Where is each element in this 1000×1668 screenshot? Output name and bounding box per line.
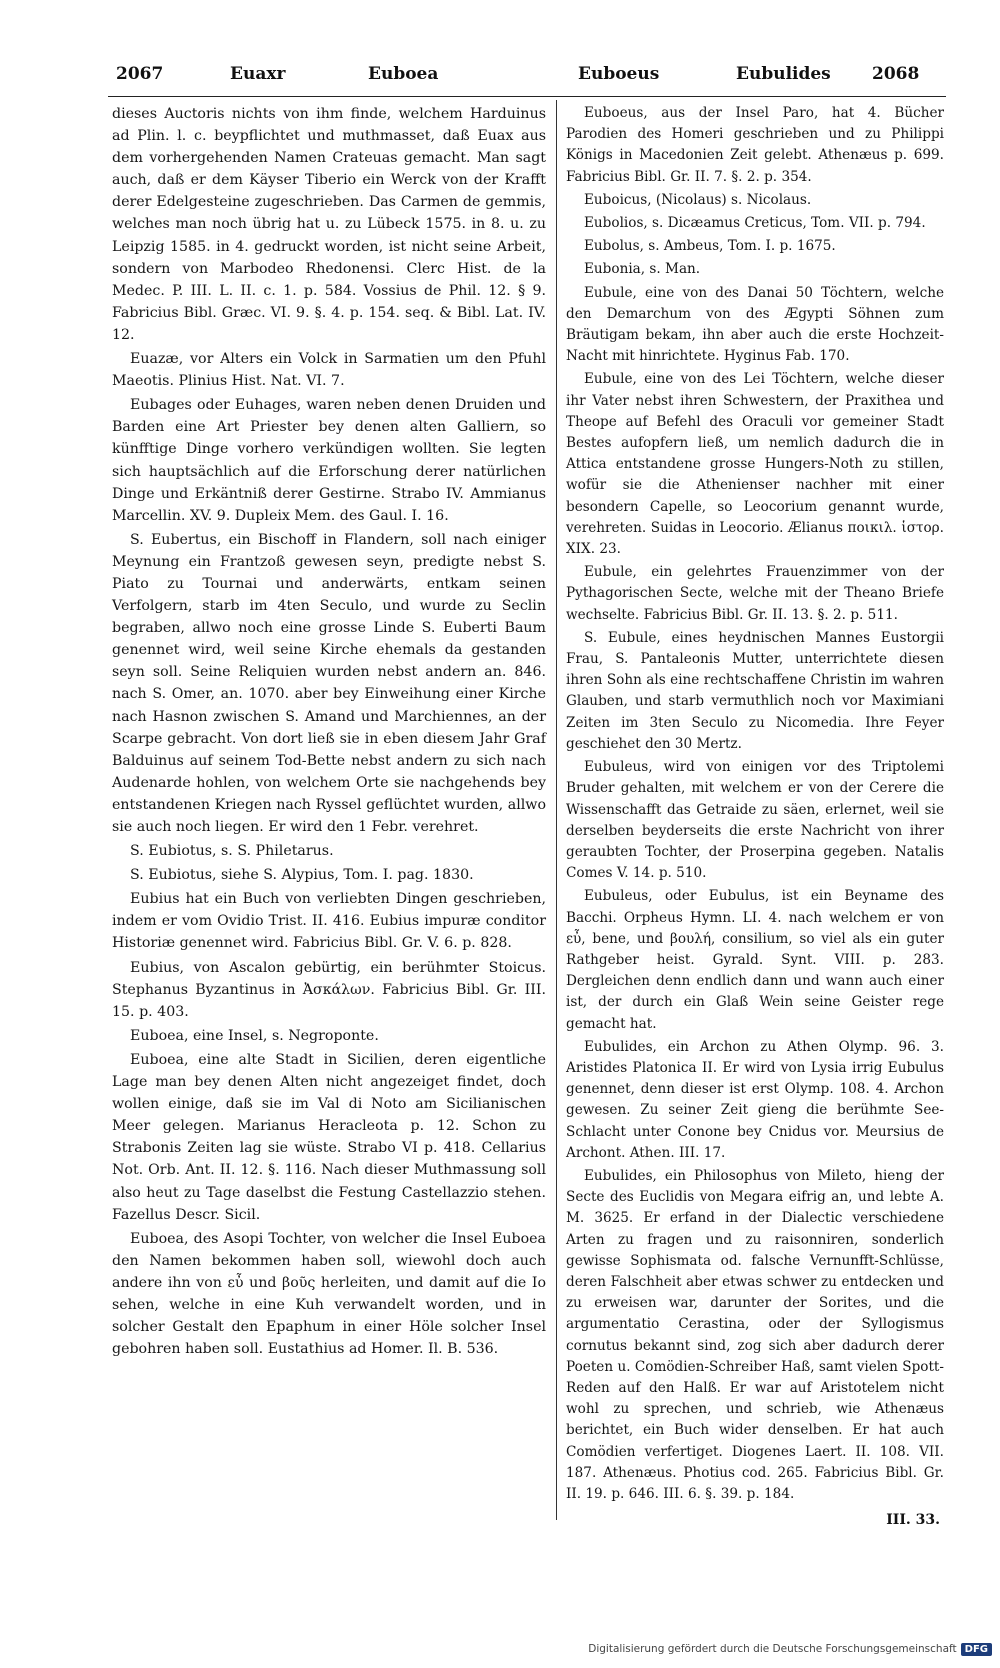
entry: Eubule, ein gelehrtes Frauenzimmer von der Pythagorischen Secte, welche mit der Theano Briefe wechselte. Fabricius Bibl. Gr. II. 13. §. 2. p. 511. — [566, 564, 944, 623]
entry: Eubule, eine von des Danai 50 Töchtern, welche den Demarchum von des Ægypti Söhnen zum Bräutigam bekam, ihn aber auch die erste Hochzeit-Nacht mit hinrichtete. Hyginus Fab. 170. — [566, 284, 944, 365]
entry: Eubius hat ein Buch von verliebten Dingen geschrieben, indem er vom Ovidio Trist. II. 416. Eubius impuræ conditor Historiæ genennet wird. Fabricius Bibl. Gr. V. 6. p. 828. — [112, 891, 546, 952]
entry: S. Eubertus, ein Bischoff in Flandern, soll nach einiger Meynung ein Frantzoß gewesen seyn, predigte nebst S. Piato zu Tournai und anderwärts, entkam seinen Verfolgern, starb im 4ten Seculo, und wurde zu Seclin begraben, allwo noch eine grosse Linde S. Euberti Baum genennet wird, weil seine Kirche ehemals da gestanden seyn soll. Seine Reliquien wurden nebst andern an. 846. nach S. Omer, an. 1070. aber bey Einweihung einer Kirche nach Hasnon zwischen S. Amand und Marchiennes, an der Scarpe gebracht. Von dort ließ sie in eben diesem Jahr Graf Balduinus auf seinem Tod-Bette nebst andern zu sich nach Audenarde hohlen, von welchem Orte sie nachgehends bey entstandenen Kriegen nach Ryssel geflüchtet wurden, allwo sie auch noch liegen. Er wird den 1 Febr. verehret. — [112, 531, 546, 835]
entry: S. Eubiotus, siehe S. Alypius, Tom. I. pag. 1830. — [130, 867, 474, 884]
footer-text: Digitalisierung gefördert durch die Deutsche Forschungsgemeinschaft — [588, 1643, 957, 1655]
entry: Eubonia, s. Man. — [584, 261, 701, 278]
header-word-right: Eubulides — [736, 64, 831, 84]
column-divider — [556, 100, 557, 1520]
running-header — [112, 60, 942, 90]
header-word-center-left: Euboea — [368, 64, 439, 84]
entry: Eubolios, s. Dicæamus Creticus, Tom. VII. p. 794. — [584, 215, 926, 232]
entry: Eubuleus, oder Eubulus, ist ein Beyname des Bacchi. Orpheus Hymn. LI. 4. nach welchem er von εὖ, bene, und βουλή, consilium, so viel als ein guter Rathgeber heist. Gyrald. Synt. VIII. p. 283. Dergleichen denn endlich dann und wann auch einer ist, der durch ein Glaß Wein seine Geister rege gemacht hat. — [566, 888, 944, 1032]
header-word-center-right: Euboeus — [578, 64, 660, 84]
entry: Euboeus, aus der Insel Paro, hat 4. Bücher Parodien des Homeri geschrieben und zu Philippi Königs in Macedonien Zeit gelebt. Athenæus p. 699. Fabricius Bibl. Gr. II. 7. §. 2. p. 354. — [566, 105, 944, 185]
entry: Eubages oder Euhages, waren neben denen Druiden und Barden eine Art Priester bey denen alten Galliern, so künfftige Dinge vorhero verkündigen wollten. Sie legten sich hauptsächlich auf die Erforschung derer natürlichen Dinge und Erkäntniß derer Gestirne. Strabo IV. Ammianus Marcellin. XV. 9. Dupleix Mem. des Gaul. I. 16. — [112, 397, 546, 524]
right-column — [566, 103, 944, 1507]
entry: Eubule, eine von des Lei Töchtern, welche dieser ihr Vater nebst ihren Schwestern, der Praxithea und Theope auf Befehl des Oraculi vor gemeiner Stadt Bestes aufopfern ließ, um nemlich dadurch die in Attica entstandene grosse Hungers-Noth zu stillen, wofür sie die Athenienser nachher mit einer besondern Capelle, so Leocorium genannt wurde, verehreten. Suidas in Leocorio. Ælianus ποικιλ. ἱστορ. XIX. 23. — [566, 371, 944, 558]
footer — [588, 1640, 992, 1658]
signature-mark: III. 33. — [886, 1512, 940, 1528]
entry: Eubolus, s. Ambeus, Tom. I. p. 1675. — [584, 238, 836, 255]
entry: dieses Auctoris nichts von ihm finde, welchem Harduinus ad Plin. l. c. beypflichtet und muthmasset, daß Euax aus dem vorhergehenden Namen Crateuas gemacht. Man sagt auch, daß er dem Käyser Tiberio ein Werck von der Krafft derer Edelgesteine zugeschrieben. Das Carmen de gemmis, welches man noch übrig hat u. zu Lübeck 1575. in 8. u. zu Leipzig 1585. in 4. gedruckt worden, ist nicht seine Arbeit, sondern von Marbodeo Rhedonensi. Clerc Hist. de la Medec. P. III. L. II. c. 1. p. 584. Vossius de Phil. 12. § 9. Fabricius Bibl. Græc. VI. 9. §. 4. p. 154. seq. & Bibl. Lat. IV. 12. — [112, 106, 546, 343]
entry: S. Eubiotus, s. S. Philetarus. — [130, 843, 334, 860]
left-column — [112, 103, 546, 1362]
dfg-logo: DFG — [961, 1643, 992, 1656]
entry: Euboicus, (Nicolaus) s. Nicolaus. — [584, 191, 812, 208]
entry: Eubuleus, wird von einigen vor des Triptolemi Bruder gehalten, mit welchem er von der Cerere die Wissenschafft das Getraide zu säen, erlernet, weil sie derselben beyderseits die erste Nachricht von ihrer geraubten Tochter, der Proserpina gegeben. Natalis Comes V. 14. p. 510. — [566, 759, 944, 882]
entry: Eubulides, ein Philosophus von Mileto, hieng der Secte des Euclidis von Megara eifrig an, und lebte A. M. 3625. Er erfand in der Dialectic verschiedene Arten zu fragen und zu raisonniren, sonderlich gewisse Sophismata od. falsche Vernunfft-Schlüsse, deren Falschheit aber etwas schwer zu entdecken und zu erweisen war, darunter der Sorites, und die argumentatio Cerastina, oder der Syllogismus cornutus bekannt sind, zog sich aber dadurch derer Poeten u. Comödien-Schreiber Haß, samt vielen Spott-Reden auf den Halß. Er war auf Aristotelem nicht wohl zu sprechen, und schrieb, wie Athenæus berichtet, ein Buch wider denselben. Er hat auch Comödien verfertiget. Diogenes Laert. II. 108. VII. 187. Athenæus. Photius cod. 265. Fabricius Bibl. Gr. II. 19. p. 646. III. 6. §. 39. p. 184. — [566, 1167, 944, 1502]
page-number-right: 2068 — [872, 64, 920, 84]
page-number-left: 2067 — [116, 64, 164, 84]
entry: Eubius, von Ascalon gebürtig, ein berühmter Stoicus. Stephanus Byzantinus in Ἀσκάλων. Fabricius Bibl. Gr. III. 15. p. 403. — [112, 959, 546, 1020]
entry: Euboea, des Asopi Tochter, von welcher die Insel Euboea den Namen bekommen haben soll, wiewohl doch auch andere ihn von εὖ und βοῦς herleiten, und damit auf die Io sehen, welche in eine Kuh verwandelt worden, und in solcher Gestalt den Epaphum in einer Höle solcher Insel gebohren haben soll. Eustathius ad Homer. Il. B. 536. — [112, 1230, 546, 1358]
entry: Eubulides, ein Archon zu Athen Olymp. 96. 3. Aristides Platonica II. Er wird von Lysia irrig Eubulus genennet, denn dieser ist erst Olymp. 108. 4. Archon gewesen. Zu seiner Zeit gieng die berühmte See-Schlacht unter Conone bey Cnidus vor. Meursius de Archont. Athen. III. 17. — [566, 1038, 944, 1161]
header-word-left: Euaxr — [230, 64, 286, 84]
header-rule — [108, 96, 946, 97]
entry: Euboea, eine Insel, s. Negroponte. — [130, 1027, 379, 1044]
entry: Euazæ, vor Alters ein Volck in Sarmatien um den Pfuhl Maeotis. Plinius Hist. Nat. VI. 7. — [112, 351, 546, 390]
entry: S. Eubule, eines heydnischen Mannes Eustorgii Frau, S. Pantaleonis Mutter, unterrichtete diesen ihren Sohn als eine rechtschaffene Christin im wahren Glauben, und starb vermuthlich noch vor Maximiani Zeiten im 3ten Seculo zu Nicomedia. Ihre Feyer geschiehet den 30 Mertz. — [566, 629, 944, 752]
entry: Euboea, eine alte Stadt in Sicilien, deren eigentliche Lage man bey denen Alten nicht angezeiget findet, doch wollen einige, daß sie im Val di Noto am Sicilianischen Meer gelegen. Marianus Heracleota p. 12. Schon zu Strabonis Zeiten lag sie wüste. Strabo VI p. 418. Cellarius Not. Orb. Ant. II. 12. §. 116. Nach dieser Muthmassung soll also heut zu Tage daselbst die Festung Castellazzio stehen. Fazellus Descr. Sicil. — [112, 1051, 546, 1223]
